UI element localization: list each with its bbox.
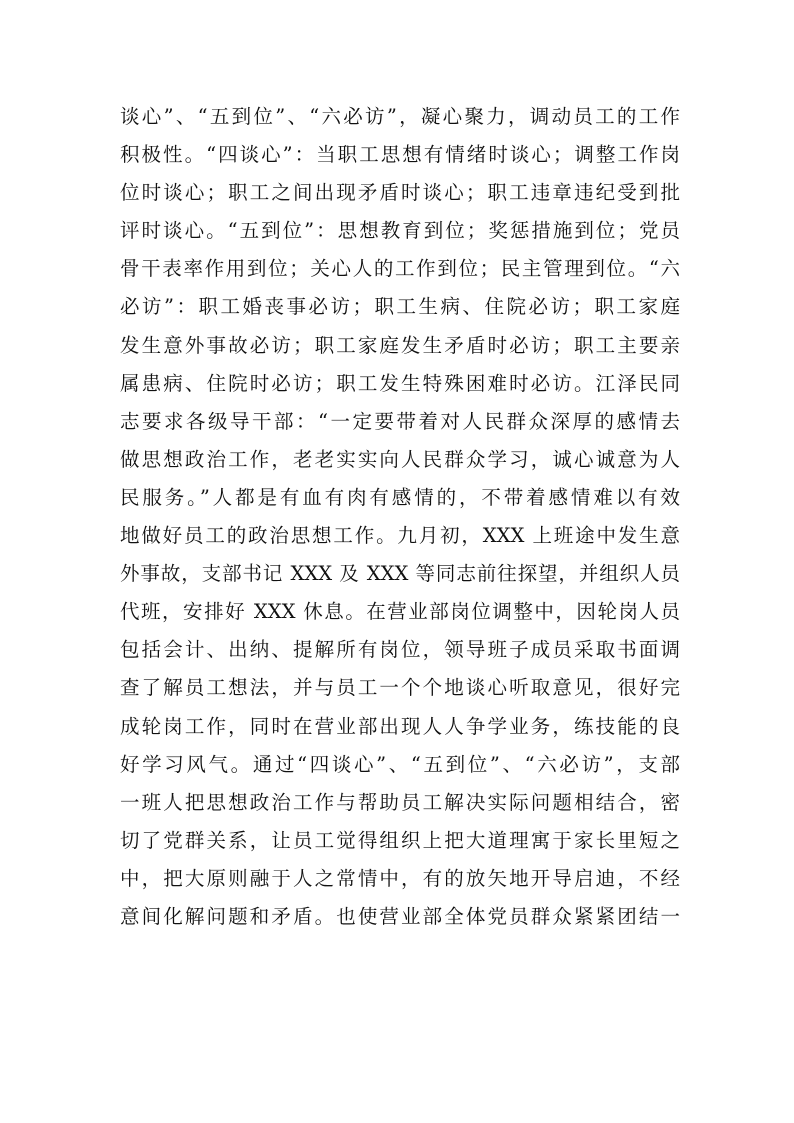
text-line: 代班，安排好 XXX 休息。在营业部岗位调整中，因轮岗人员 xyxy=(120,600,680,624)
text-line: 中，把大原则融于人之常情中，有的放矢地开导启迪，不经 xyxy=(120,866,680,890)
text-line: 积极性。“四谈心”：当职工思想有情绪时谈心；调整工作岗 xyxy=(120,143,680,167)
text-line: 意间化解问题和矛盾。也使营业部全体党员群众紧紧团结一 xyxy=(120,904,680,928)
body-paragraph xyxy=(120,98,680,936)
text-line: 民服务。”人都是有血有肉有感情的，不带着感情难以有效 xyxy=(120,485,680,509)
text-line: 做思想政治工作，老老实实向人民群众学习，诚心诚意为人 xyxy=(120,447,680,471)
text-line: 骨干表率作用到位；关心人的工作到位；民主管理到位。“六 xyxy=(120,257,680,281)
text-line: 谈心”、“五到位”、“六必访”，凝心聚力，调动员工的工作 xyxy=(120,105,680,128)
text-line: 地做好员工的政治思想工作。九月初，XXX 上班途中发生意 xyxy=(120,524,680,548)
text-line: 评时谈心。“五到位”：思想教育到位；奖惩措施到位；党员 xyxy=(120,219,680,243)
text-line: 外事故，支部书记 XXX 及 XXX 等同志前往探望，并组织人员 xyxy=(120,562,680,586)
text-line: 好学习风气。通过“四谈心”、“五到位”、“六必访”，支部 xyxy=(120,752,680,776)
text-line: 一班人把思想政治工作与帮助员工解决实际问题相结合，密 xyxy=(120,790,680,814)
text-line: 切了党群关系，让员工觉得组织上把大道理寓于家长里短之 xyxy=(120,828,680,852)
text-line: 查了解员工想法，并与员工一个个地谈心听取意见，很好完 xyxy=(120,676,680,700)
text-line: 志要求各级导干部：“一定要带着对人民群众深厚的感情去 xyxy=(120,409,680,433)
text-line: 属患病、住院时必访；职工发生特殊困难时必访。江泽民同 xyxy=(120,371,680,395)
text-line: 成轮岗工作，同时在营业部出现人人争学业务，练技能的良 xyxy=(120,714,680,738)
text-line: 位时谈心；职工之间出现矛盾时谈心；职工违章违纪受到批 xyxy=(120,181,680,205)
text-line: 必访”：职工婚丧事必访；职工生病、住院必访；职工家庭 xyxy=(120,295,680,319)
text-line: 包括会计、出纳、提解所有岗位，领导班子成员采取书面调 xyxy=(120,638,680,662)
text-line: 发生意外事故必访；职工家庭发生矛盾时必访；职工主要亲 xyxy=(120,333,680,357)
